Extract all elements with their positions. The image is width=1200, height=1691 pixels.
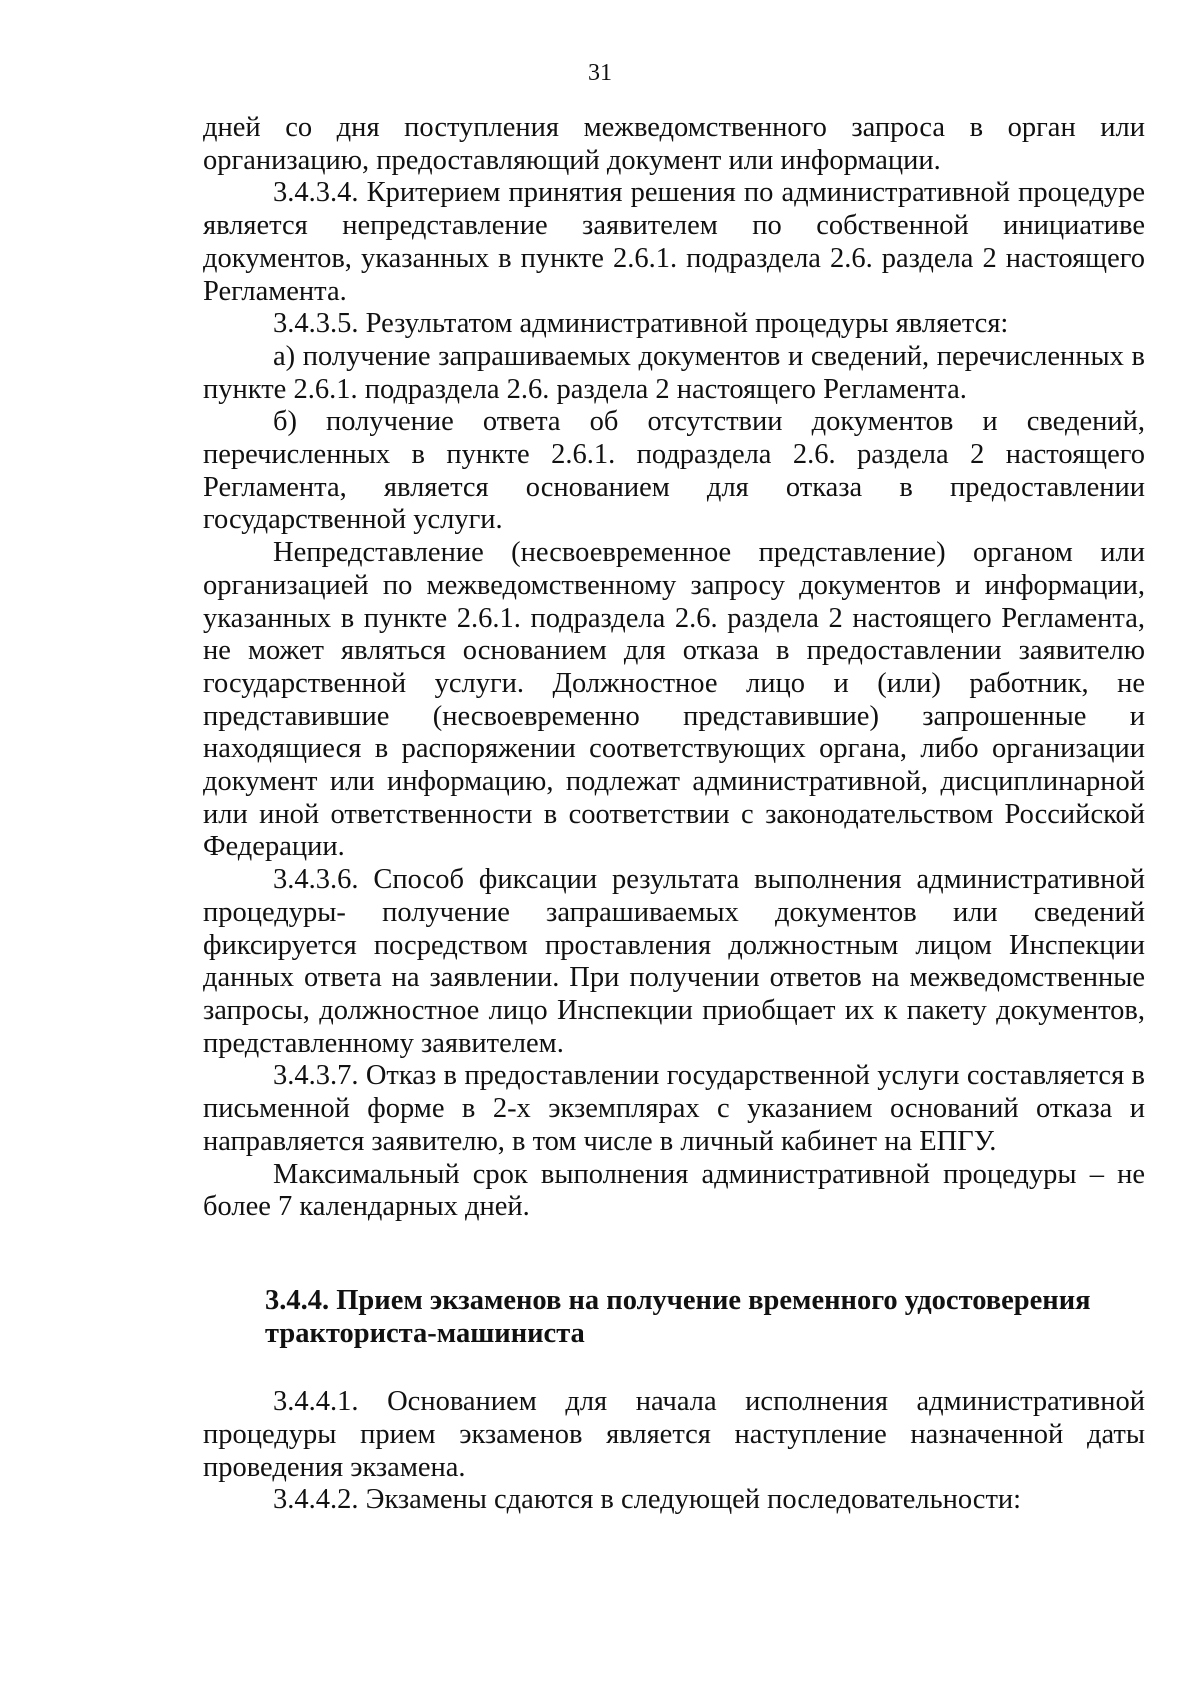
section-heading-line: 3.4.4. Прием экзаменов на получение временного удостоверения [265,1284,1091,1316]
paragraph: 3.4.3.5. Результатом административной процедуры является: [273,308,1009,340]
paragraph: 3.4.3.7. Отказ в предоставлении государственной услуги составляется в письменной форме в 2-х экземплярах с указанием оснований отказа и направляется заявителю, в том числе в личный кабинет на ЕПГУ. [203,1060,1145,1157]
document-body [203,112,1145,1517]
paragraph: 3.4.4.2. Экзамены сдаются в следующей последовательности: [273,1484,1022,1516]
section-heading-line: тракториста-машиниста [265,1317,585,1349]
paragraph: Непредставление (несвоевременное представление) органом или организацией по межведомственному запросу документов и информации, указанных в пункте 2.6.1. подраздела 2.6. раздела 2 настоящего Регламента, не может являться основанием для отказа в предоставлении заявителю государственной услуги. Должностное лицо и (или) работник, не представившие (несвоевременно представившие) запрошенные и находящиеся в распоряжении соответствующих органа, либо организации документ или информацию, подлежат административной, дисциплинарной или иной ответственности в соответствии с законодательством Российской Федерации. [203,537,1145,863]
paragraph: а) получение запрашиваемых документов и сведений, перечисленных в пункте 2.6.1. подраздела 2.6. раздела 2 настоящего Регламента. [203,340,1145,405]
paragraph: б) получение ответа об отсутствии документов и сведений, перечисленных в пункте 2.6.1. подраздела 2.6. раздела 2 настоящего Регламента, является основанием для отказа в предоставлении государственной услуги. [203,406,1145,536]
paragraph: 3.4.4.1. Основанием для начала исполнения административной процедуры прием экзаменов является наступление назначенной даты проведения экзамена. [203,1386,1145,1483]
paragraph: 3.4.3.6. Способ фиксации результата выполнения административной процедуры- получение запрашиваемых документов или сведений фиксируется посредством проставления должностным лицом Инспекции данных ответа на заявлении. При получении ответов на межведомственные запросы, должностное лицо Инспекции приобщает их к пакету документов, представленному заявителем. [203,864,1145,1059]
section-heading [203,1285,1145,1350]
page-number: 31 [588,60,612,86]
paragraph: дней со дня поступления межведомственного запроса в орган или организацию, предоставляющий документ или информации. [203,112,1145,176]
paragraph: 3.4.3.4. Критерием принятия решения по административной процедуре является непредставление заявителем по собственной инициативе документов, указанных в пункте 2.6.1. подраздела 2.6. раздела 2 настоящего Регламента. [203,177,1145,307]
paragraph: Максимальный срок выполнения административной процедуры – не более 7 календарных дней. [203,1158,1145,1223]
